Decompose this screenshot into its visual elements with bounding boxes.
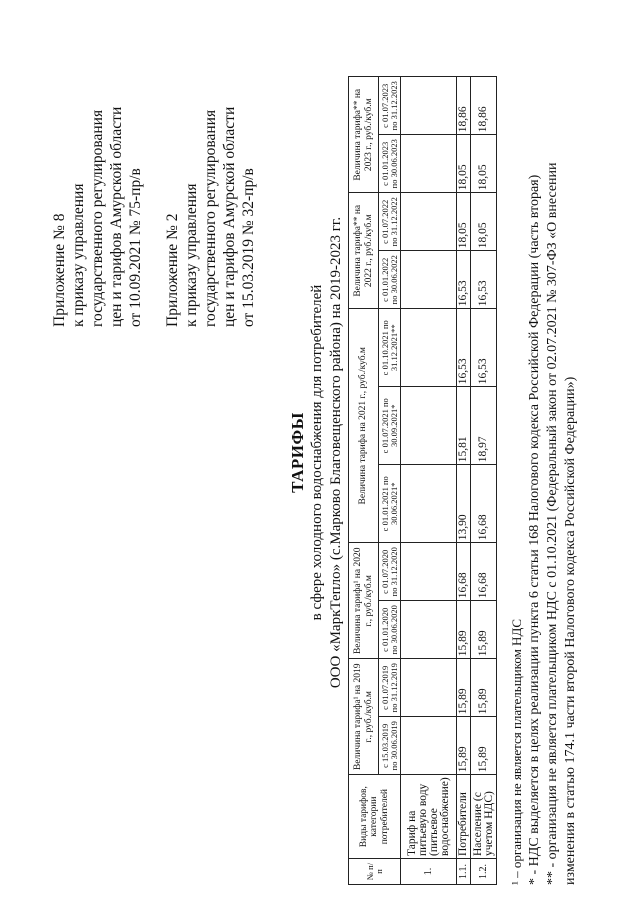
appendix-8-line: государственного регулирования <box>89 109 106 327</box>
value-cell: 15,89 <box>471 717 497 775</box>
value-cell <box>401 659 457 717</box>
value-cell: 18,86 <box>457 77 471 135</box>
appendix-header <box>50 107 276 327</box>
table-row <box>401 77 457 885</box>
appendix-8-line: цен и тарифов Амурской области <box>108 106 125 327</box>
value-cell <box>401 465 457 543</box>
value-cell: 16,68 <box>471 543 497 601</box>
appendix-8-line: Приложение № 8 <box>51 213 68 327</box>
value-cell: 18,05 <box>457 193 471 251</box>
period-header: с 01.07.2021 по 30.09.2021* <box>379 387 401 465</box>
value-cell <box>401 251 457 309</box>
value-cell: 18,05 <box>471 135 497 193</box>
value-cell <box>401 77 457 135</box>
row-label: Тариф на питьевую воду (питьевое водоснабжение) <box>401 775 457 859</box>
period-header: с 01.07.2022 по 31.12.2022 <box>379 193 401 251</box>
value-cell: 18,05 <box>471 193 497 251</box>
table-row <box>471 77 497 885</box>
value-cell <box>401 543 457 601</box>
value-cell <box>401 193 457 251</box>
value-cell: 15,89 <box>471 659 497 717</box>
value-cell: 16,53 <box>471 309 497 387</box>
title-block <box>288 0 346 905</box>
value-cell: 15,89 <box>457 659 471 717</box>
document-title: ТАРИФЫ <box>288 412 307 493</box>
value-cell: 15,89 <box>471 601 497 659</box>
footnote-double-star: ** - организация не является плательщиком НДС с 01.10.2021 (Федеральный закон от 02.07.2021 № 307-ФЗ «О внесении <box>545 162 560 885</box>
period-header: с 01.01.2021 по 30.06.2021* <box>379 465 401 543</box>
value-cell: 15,89 <box>457 601 471 659</box>
table-header-row <box>349 77 379 885</box>
row-num: 1.2. <box>471 859 497 885</box>
tariff-table <box>348 76 497 885</box>
table-row <box>457 77 471 885</box>
period-header-row <box>379 77 401 885</box>
value-cell: 16,53 <box>457 251 471 309</box>
document-subtitle-org: ООО «МаркТепло» (с.Марково Благовещенского района) на 2019-2023 гг. <box>328 216 344 689</box>
appendix-2 <box>163 107 258 327</box>
value-cell: 18,86 <box>471 77 497 135</box>
value-cell <box>401 601 457 659</box>
appendix-8 <box>50 107 145 327</box>
value-cell <box>401 135 457 193</box>
group-header-2019: Величина тарифа¹ на 2019 г., руб./куб.м <box>349 659 379 775</box>
row-label: Население (с учетом НДС) <box>471 775 497 859</box>
value-cell: 18,97 <box>471 387 497 465</box>
period-header: с 01.01.2023 по 30.06.2023 <box>379 135 401 193</box>
value-cell: 15,81 <box>457 387 471 465</box>
appendix-2-line: государственного регулирования <box>202 109 219 327</box>
appendix-8-line: к приказу управления <box>70 183 87 327</box>
period-header: с 01.07.2023 по 31.12.2023 <box>379 77 401 135</box>
period-header: с 01.01.2020 по 30.06.2020 <box>379 601 401 659</box>
period-header: с 01.10.2021 по 31.12.2021** <box>379 309 401 387</box>
value-cell: 16,53 <box>457 309 471 387</box>
value-cell: 18,05 <box>457 135 471 193</box>
footnote-1: ¹ – организация не является плательщиком НДС <box>509 619 524 885</box>
footnote-double-star-cont: изменения в статью 174.1 части второй Налогового кодекса Российской Федерации») <box>563 376 578 885</box>
row-label: Потребители <box>457 775 471 859</box>
footnotes <box>508 162 580 885</box>
period-header: с 01.07.2020 по 31.12.2020 <box>379 543 401 601</box>
group-header-2022: Величина тарифа** на 2022 г., руб./куб.м <box>349 193 379 309</box>
appendix-2-line: к приказу управления <box>183 183 200 327</box>
row-num: 1. <box>401 859 457 885</box>
col-type-header: Виды тарифов, категории потребителей <box>349 775 401 859</box>
value-cell: 13,90 <box>457 465 471 543</box>
period-header: с 01.01.2022 по 30.06.2022 <box>379 251 401 309</box>
group-header-2023: Величина тарифа** на 2023 г., руб./куб.м <box>349 77 379 193</box>
value-cell <box>401 717 457 775</box>
value-cell <box>401 309 457 387</box>
appendix-2-line: Приложение № 2 <box>164 213 181 327</box>
appendix-2-line: от 15.03.2019 № 32-пр/в <box>240 168 257 327</box>
document-subtitle: в сфере холодного водоснабжения для потребителей <box>309 284 325 621</box>
period-header: с 01.07.2019 по 31.12.2019 <box>379 659 401 717</box>
value-cell: 16,53 <box>471 251 497 309</box>
row-num: 1.1. <box>457 859 471 885</box>
appendix-2-line: цен и тарифов Амурской области <box>221 106 238 327</box>
col-num-header: № п/п <box>349 859 401 885</box>
group-header-2021: Величина тарифа на 2021 г., руб./куб.м <box>349 309 379 543</box>
value-cell: 15,89 <box>457 717 471 775</box>
group-header-2020: Величина тарифа¹ на 2020 г., руб./куб.м <box>349 543 379 659</box>
value-cell: 16,68 <box>457 543 471 601</box>
appendix-8-line: от 10.09.2021 № 75-пр/в <box>127 168 144 327</box>
value-cell <box>401 387 457 465</box>
period-header: с 15.03.2019 по 30.06.2019 <box>379 717 401 775</box>
footnote-star: * - НДС выделяется в целях реализации пункта 6 статьи 168 Налогового кодекса Российской Федерации (часть вторая) <box>527 174 542 885</box>
value-cell: 16,68 <box>471 465 497 543</box>
